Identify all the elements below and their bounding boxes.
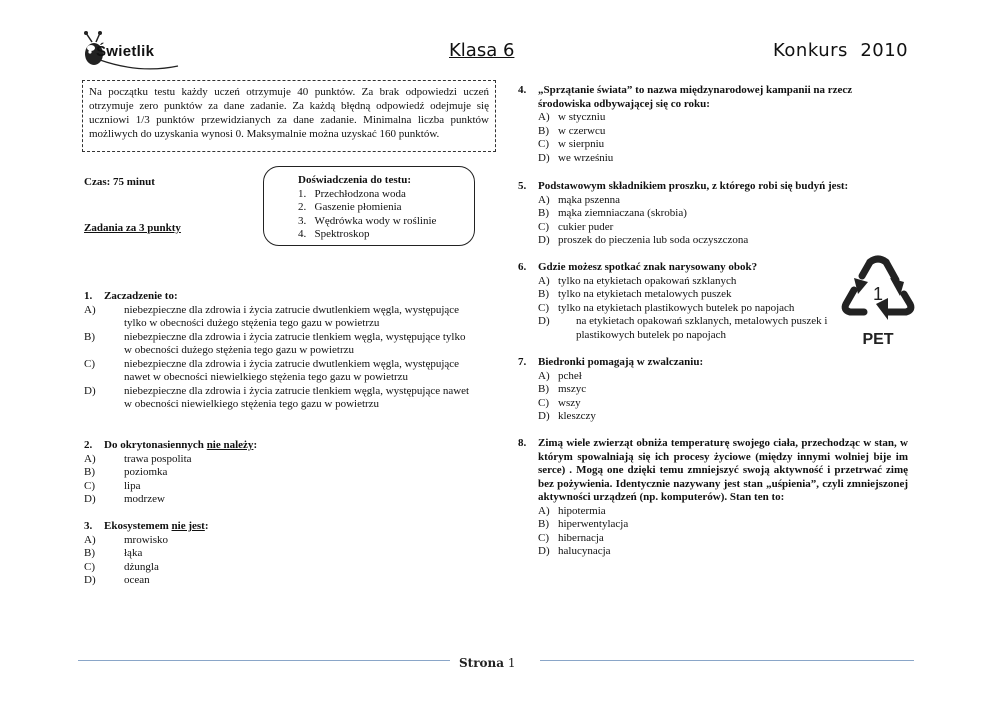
option-letter: B) bbox=[538, 124, 549, 137]
question-text-part: : bbox=[253, 439, 258, 451]
class-label: Klasa 6 bbox=[449, 40, 515, 61]
experiments-box bbox=[263, 166, 475, 246]
option-text: hiperwentylacja bbox=[558, 518, 629, 530]
option-text: cukier puder bbox=[558, 220, 614, 233]
option-letter: D) bbox=[538, 545, 550, 557]
option-letter: D) bbox=[84, 493, 96, 505]
answer-option bbox=[518, 288, 828, 302]
option-text: niebezpieczne dla zdrowia i życia zatrucie dwutlenkiem węgla, występujące tylko w obecności dużego stężenia tego gazu w powietrzu bbox=[124, 303, 460, 329]
time-label: Czas: 75 minut bbox=[84, 176, 155, 188]
contest-label: Konkurs 2010 bbox=[773, 40, 909, 61]
answer-option bbox=[518, 383, 888, 397]
option-letter: B) bbox=[538, 518, 549, 530]
experiment-item bbox=[298, 228, 474, 242]
answer-option bbox=[518, 111, 888, 125]
answer-option bbox=[518, 125, 888, 139]
question-1 bbox=[84, 290, 470, 412]
question-text-emphasis: nie należy bbox=[206, 439, 254, 451]
experiment-item bbox=[298, 188, 474, 202]
option-text: kleszczy bbox=[558, 410, 596, 422]
option-text: w czerwcu bbox=[558, 124, 606, 137]
question-text-emphasis: nie jest bbox=[171, 520, 205, 532]
question-text-part: Ekosystemem bbox=[104, 520, 172, 532]
option-text: mszyc bbox=[558, 383, 587, 395]
experiment-text: Spektroskop bbox=[314, 228, 370, 240]
option-text: hipotermia bbox=[558, 504, 606, 517]
question-text bbox=[104, 439, 470, 453]
question-number: 3. bbox=[84, 520, 93, 532]
footer-divider-left bbox=[78, 660, 450, 661]
option-letter: A) bbox=[538, 369, 550, 382]
question-6 bbox=[518, 261, 828, 342]
answer-option bbox=[518, 532, 908, 546]
answer-option bbox=[518, 194, 908, 208]
question-text: Zimą wiele zwierząt obniża temperaturę swojego ciała, przechodząc w stan, w którym spowalniają się ich procesy życiowe (między innymi wolniej bije im serce) . Mogą one dzięki temu zmniejszyć swoją aktywność i przetrwać zimę bez pożywienia. Identycznie nazywany jest stan „uśpienia”, czyli zmniejszonej aktywności urządzeń (np. komputerów). Stan ten to: bbox=[538, 437, 908, 503]
page-label: Strona bbox=[459, 656, 505, 670]
question-number: 2. bbox=[84, 439, 93, 451]
experiment-number: 3. bbox=[298, 214, 307, 227]
recycle-label: PET bbox=[862, 331, 894, 348]
footer-divider-right bbox=[540, 660, 914, 661]
question-text: Biedronki pomagają w zwalczaniu: bbox=[538, 356, 704, 368]
experiment-text: Przechłodzona woda bbox=[314, 187, 406, 200]
option-text: niebezpieczne dla zdrowia i życia zatrucie tlenkiem węgla, występujące nawet w obecności niewielkiego stężenia tego gazu w powietrzu bbox=[124, 384, 470, 410]
option-text: niebezpieczne dla zdrowia i życia zatrucie dwutlenkiem węgla, występujące nawet w obecności niewielkiego stężenia tego gazu w powietrzu bbox=[124, 357, 460, 383]
option-letter: C) bbox=[84, 560, 95, 573]
option-text: dżungla bbox=[124, 560, 159, 573]
rules-text: Na początku testu każdy uczeń otrzymuje 40 punktów. Za brak odpowiedzi uczeń otrzymuje zero punktów za dane zadanie. Za każdą błędną odpowiedź odejmuje się uczniowi 1/3 punktów przewidzianych za dane zadanie. Minimalna liczba punktów możliwych do uzyskania wynosi 0. Maksymalnie można uzyskać 160 punktów. bbox=[89, 86, 489, 140]
answer-option bbox=[518, 152, 888, 166]
option-letter: B) bbox=[538, 288, 549, 300]
page-number: 1 bbox=[507, 656, 516, 670]
answer-option bbox=[518, 410, 888, 424]
question-text: Podstawowym składnikiem proszku, z którego robi się budyń jest: bbox=[538, 180, 849, 192]
answer-option bbox=[84, 385, 470, 412]
question-number: 4. bbox=[518, 84, 527, 96]
answer-option bbox=[84, 534, 470, 548]
option-text: mrowisko bbox=[124, 533, 168, 546]
option-letter: A) bbox=[84, 303, 96, 316]
rules-box bbox=[82, 80, 496, 152]
answer-option bbox=[84, 480, 470, 494]
answer-option bbox=[84, 574, 470, 588]
option-text: na etykietach opakowań szklanych, metalowych puszek i plastikowych butelek po napojach bbox=[576, 315, 828, 341]
experiment-text: Gaszenie płomienia bbox=[314, 201, 402, 213]
answer-option bbox=[84, 331, 470, 358]
answer-option bbox=[518, 234, 908, 248]
option-letter: A) bbox=[538, 504, 550, 517]
option-letter: C) bbox=[538, 220, 549, 233]
option-letter: D) bbox=[538, 315, 550, 327]
question-5 bbox=[518, 180, 908, 248]
option-letter: D) bbox=[538, 410, 550, 422]
option-letter: D) bbox=[538, 151, 550, 164]
question-number: 1. bbox=[84, 290, 93, 302]
answer-option bbox=[84, 493, 470, 507]
answer-option bbox=[518, 302, 828, 316]
option-text: tylko na etykietach plastikowych butelek po napojach bbox=[558, 301, 795, 314]
option-text: we wrześniu bbox=[558, 151, 614, 164]
option-letter: D) bbox=[84, 574, 96, 586]
question-4 bbox=[518, 84, 888, 165]
option-text: wszy bbox=[558, 396, 581, 409]
section-label: Zadania za 3 punkty bbox=[84, 222, 181, 234]
option-letter: D) bbox=[84, 384, 96, 397]
answer-option bbox=[84, 453, 470, 467]
option-text: mąka pszenna bbox=[558, 193, 620, 206]
option-letter: C) bbox=[538, 138, 549, 150]
experiments-title: Doświadczenia do testu: bbox=[298, 174, 412, 186]
question-number: 8. bbox=[518, 437, 527, 449]
option-letter: A) bbox=[84, 533, 96, 546]
option-letter: C) bbox=[538, 301, 549, 314]
answer-option bbox=[518, 207, 908, 221]
question-text bbox=[104, 520, 470, 534]
experiment-item bbox=[298, 201, 474, 215]
question-number: 6. bbox=[518, 261, 527, 273]
option-text: halucynacja bbox=[558, 545, 611, 557]
experiment-number: 2. bbox=[298, 201, 307, 213]
option-text: tylko na etykietach metalowych puszek bbox=[558, 288, 732, 300]
answer-option bbox=[84, 547, 470, 561]
experiment-item bbox=[298, 215, 474, 229]
option-text: lipa bbox=[124, 479, 141, 492]
option-text: hibernacja bbox=[558, 531, 604, 544]
option-text: modrzew bbox=[124, 493, 165, 505]
option-letter: A) bbox=[538, 274, 550, 287]
option-letter: A) bbox=[538, 193, 550, 206]
question-2 bbox=[84, 439, 470, 507]
option-text: łąka bbox=[124, 547, 143, 559]
question-text: „Sprzątanie świata” to nazwa międzynarodowej kampanii na rzecz środowiska odbywającej się co roku: bbox=[538, 84, 853, 110]
question-8 bbox=[518, 437, 908, 559]
option-letter: D) bbox=[538, 234, 550, 246]
recycle-number: 1 bbox=[872, 284, 884, 304]
option-text: niebezpieczne dla zdrowia i życia zatrucie tlenkiem węgla, występujące tylko w obecności dużego stężenia tego gazu w powietrzu bbox=[124, 330, 466, 356]
option-text: trawa pospolita bbox=[124, 452, 192, 465]
answer-option bbox=[84, 561, 470, 575]
question-text-part: : bbox=[204, 520, 209, 532]
answer-option bbox=[518, 545, 908, 559]
experiment-number: 4. bbox=[298, 228, 307, 240]
answer-option bbox=[84, 358, 470, 385]
answer-option bbox=[84, 304, 470, 331]
question-3 bbox=[84, 520, 470, 588]
experiment-text: Wędrówka wody w roślinie bbox=[314, 214, 437, 227]
answer-option bbox=[518, 397, 888, 411]
option-letter: B) bbox=[84, 466, 95, 478]
option-letter: A) bbox=[84, 452, 96, 465]
option-text: w styczniu bbox=[558, 111, 606, 123]
option-letter: C) bbox=[84, 479, 95, 492]
option-letter: B) bbox=[84, 330, 95, 343]
option-text: ocean bbox=[124, 574, 150, 586]
question-text-part: Do okrytonasiennych bbox=[104, 439, 207, 451]
page-footer bbox=[459, 656, 516, 670]
question-7 bbox=[518, 356, 888, 424]
question-number: 5. bbox=[518, 180, 527, 192]
option-text: w sierpniu bbox=[558, 138, 605, 150]
answer-option bbox=[518, 518, 908, 532]
option-text: mąka ziemniaczana (skrobia) bbox=[558, 207, 687, 219]
answer-option bbox=[518, 138, 888, 152]
option-letter: B) bbox=[538, 207, 549, 219]
option-text: tylko na etykietach opakowań szklanych bbox=[558, 274, 737, 287]
option-text: proszek do pieczenia lub soda oczyszczona bbox=[558, 234, 749, 246]
option-letter: B) bbox=[84, 547, 95, 559]
option-letter: C) bbox=[538, 396, 549, 409]
answer-option bbox=[518, 505, 908, 519]
answer-option bbox=[518, 221, 908, 235]
option-letter: A) bbox=[538, 111, 550, 123]
experiment-number: 1. bbox=[298, 187, 307, 200]
answer-option bbox=[518, 315, 828, 342]
answer-option bbox=[518, 370, 888, 384]
option-letter: C) bbox=[538, 531, 549, 544]
logo-text: Świetlik bbox=[96, 43, 155, 60]
option-text: pcheł bbox=[558, 369, 582, 382]
option-letter: B) bbox=[538, 383, 549, 395]
question-text: Gdzie możesz spotkać znak narysowany obok? bbox=[538, 261, 758, 273]
question-number: 7. bbox=[518, 356, 527, 368]
answer-option bbox=[84, 466, 470, 480]
recycle-pet-icon bbox=[840, 252, 916, 348]
question-text: Zaczadzenie to: bbox=[104, 290, 178, 302]
answer-option bbox=[518, 275, 828, 289]
option-letter: C) bbox=[84, 357, 95, 370]
option-text: poziomka bbox=[124, 466, 168, 478]
